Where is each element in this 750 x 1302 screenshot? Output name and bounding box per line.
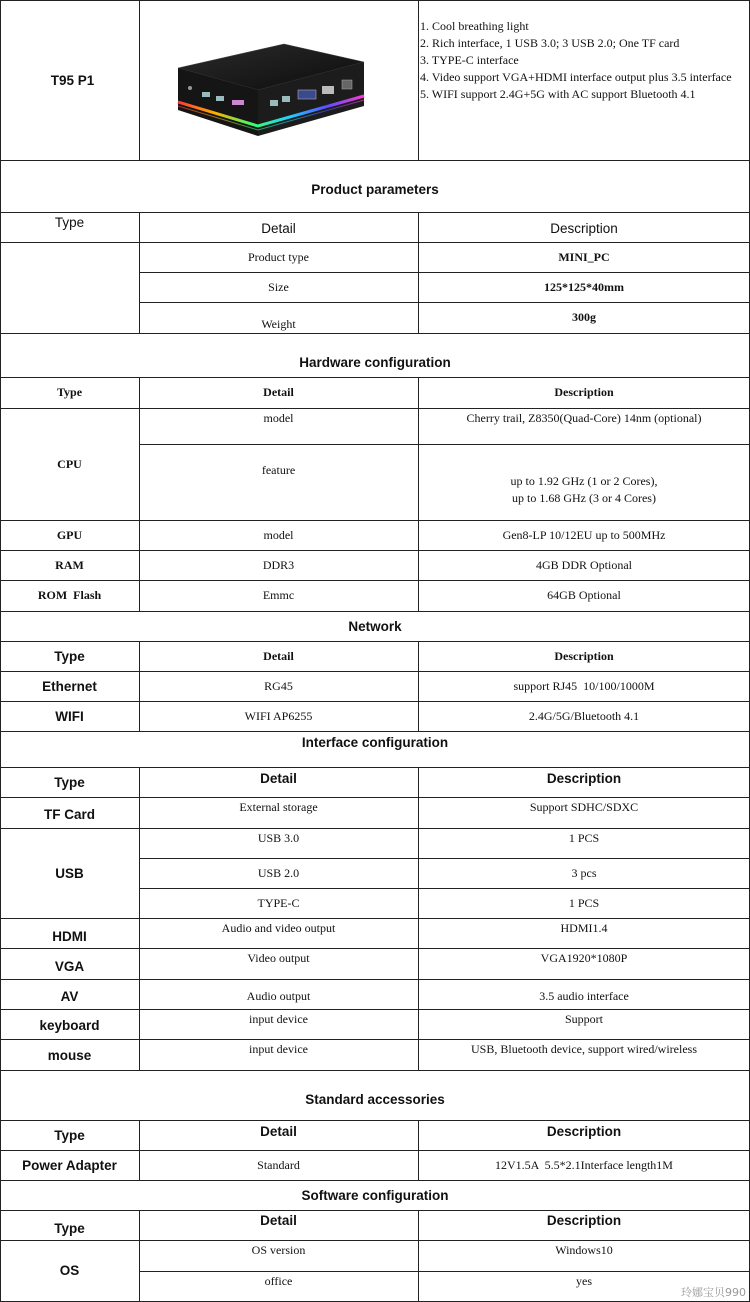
if-description: 3 pcs xyxy=(571,865,597,880)
header-detail: Detail xyxy=(260,1213,297,1228)
type-ram: RAM xyxy=(55,557,84,572)
if-detail: input device xyxy=(249,1012,308,1026)
net-detail: RG45 xyxy=(264,678,293,693)
type-os: OS xyxy=(59,1263,80,1278)
type-usb: USB xyxy=(55,865,84,881)
hw-description: 4GB DDR Optional xyxy=(536,557,632,572)
type-ethernet: Ethernet xyxy=(42,678,97,694)
section-title-product-parameters: Product parameters xyxy=(311,181,439,197)
header-detail: Detail xyxy=(261,220,296,236)
type-vga: VGA xyxy=(54,959,85,974)
param-detail: Product type xyxy=(248,249,309,264)
header-detail: Detail xyxy=(263,385,294,399)
if-detail: USB 2.0 xyxy=(257,865,300,880)
header-detail: Detail xyxy=(263,648,294,663)
header-detail: Detail xyxy=(260,1124,297,1139)
section-title-network: Network xyxy=(348,618,402,634)
if-detail: input device xyxy=(249,1042,308,1056)
type-power-adapter: Power Adapter xyxy=(22,1157,117,1173)
hw-detail: Emmc xyxy=(262,588,295,602)
feature-item: 2. Rich interface, 1 USB 3.0; 3 USB 2.0; One TF card xyxy=(420,36,680,50)
param-description: MINI_PC xyxy=(558,249,610,264)
if-detail: Audio output xyxy=(246,988,311,1003)
type-tf-card: TF Card xyxy=(43,807,95,822)
hw-description-line: up to 1.92 GHz (1 or 2 Cores), xyxy=(510,474,658,488)
net-description: 2.4G/5G/Bluetooth 4.1 xyxy=(528,708,640,723)
feature-item: 3. TYPE-C interface xyxy=(420,53,519,67)
sw-detail: OS version xyxy=(251,1243,306,1257)
param-description: 125*125*40mm xyxy=(544,279,624,294)
type-rom-flash: ROM Flash xyxy=(37,588,102,602)
feature-item: 1. Cool breathing light xyxy=(420,19,529,33)
hw-detail: model xyxy=(263,527,294,542)
if-description: 1 PCS xyxy=(568,895,600,910)
column-divider xyxy=(139,0,140,160)
type-keyboard: keyboard xyxy=(39,1017,100,1033)
if-description: 3.5 audio interface xyxy=(539,988,629,1003)
if-detail: Audio and video output xyxy=(221,921,336,935)
hw-description-line: up to 1.68 GHz (3 or 4 Cores) xyxy=(512,491,656,505)
header-type: Type xyxy=(54,1220,85,1236)
acc-detail: Standard xyxy=(257,1157,300,1172)
header-description: Description xyxy=(550,220,618,236)
header-type: Type xyxy=(54,648,85,664)
if-description: HDMI1.4 xyxy=(560,921,608,935)
header-type: Type xyxy=(54,774,85,790)
if-description: 1 PCS xyxy=(568,831,600,845)
hw-description: 64GB Optional xyxy=(547,588,621,602)
feature-item: 5. WIFI support 2.4G+5G with AC support Bluetooth 4.1 xyxy=(420,87,696,101)
header-type: Type xyxy=(54,1127,85,1143)
if-description: Support xyxy=(564,1012,603,1026)
section-title-software: Software configuration xyxy=(301,1187,449,1203)
watermark: 玲娜宝贝990 xyxy=(681,1286,746,1299)
section-title-hardware: Hardware configuration xyxy=(299,354,451,370)
hw-detail: model xyxy=(263,411,294,425)
header-description: Description xyxy=(546,771,622,786)
net-description: support RJ45 10/100/1000M xyxy=(513,678,655,693)
sw-detail: office xyxy=(264,1274,293,1288)
header-type: Type xyxy=(54,215,85,230)
param-detail: Size xyxy=(268,279,289,294)
type-mouse: mouse xyxy=(47,1048,92,1063)
hw-description: Gen8-LP 10/12EU up to 500MHz xyxy=(502,527,666,542)
if-description: VGA1920*1080P xyxy=(540,951,628,965)
header-description: Description xyxy=(546,1213,622,1228)
acc-description: 12V1.5A 5.5*2.1Interface length1M xyxy=(495,1157,673,1172)
net-detail: WIFI AP6255 xyxy=(244,708,313,723)
product-model: T95 P1 xyxy=(50,72,95,88)
mini-pc-image xyxy=(166,40,376,152)
type-av: AV xyxy=(60,988,79,1004)
type-wifi: WIFI xyxy=(55,708,84,724)
column-divider xyxy=(418,0,419,160)
param-description: 300g xyxy=(572,310,596,324)
if-description: USB, Bluetooth device, support wired/wireless xyxy=(471,1042,697,1056)
hw-description: Cherry trail, Z8350(Quad-Core) 14nm (optional) xyxy=(466,411,702,425)
if-detail: Video output xyxy=(247,951,310,965)
param-detail: Weight xyxy=(261,317,296,331)
hw-detail: feature xyxy=(261,463,296,477)
header-type: Type xyxy=(56,385,83,399)
if-detail: TYPE-C xyxy=(257,895,300,910)
sw-description: Windows10 xyxy=(555,1243,613,1257)
section-title-accessories: Standard accessories xyxy=(305,1091,445,1107)
sw-description: yes xyxy=(576,1274,592,1288)
header-description: Description xyxy=(554,385,614,399)
header-description: Description xyxy=(554,648,614,663)
if-detail: USB 3.0 xyxy=(257,831,300,845)
type-cpu: CPU xyxy=(57,456,82,471)
feature-item: 4. Video support VGA+HDMI interface output plus 3.5 interface xyxy=(420,70,732,84)
feature-list xyxy=(420,18,746,103)
if-description: Support SDHC/SDXC xyxy=(529,800,639,814)
type-hdmi: HDMI xyxy=(52,928,87,944)
hw-detail: DDR3 xyxy=(262,557,295,572)
hw-description xyxy=(418,444,750,520)
type-gpu: GPU xyxy=(56,527,83,542)
header-description: Description xyxy=(546,1124,622,1139)
if-detail: External storage xyxy=(239,800,318,814)
section-title-interface: Interface configuration xyxy=(301,735,449,750)
header-detail: Detail xyxy=(260,771,297,786)
